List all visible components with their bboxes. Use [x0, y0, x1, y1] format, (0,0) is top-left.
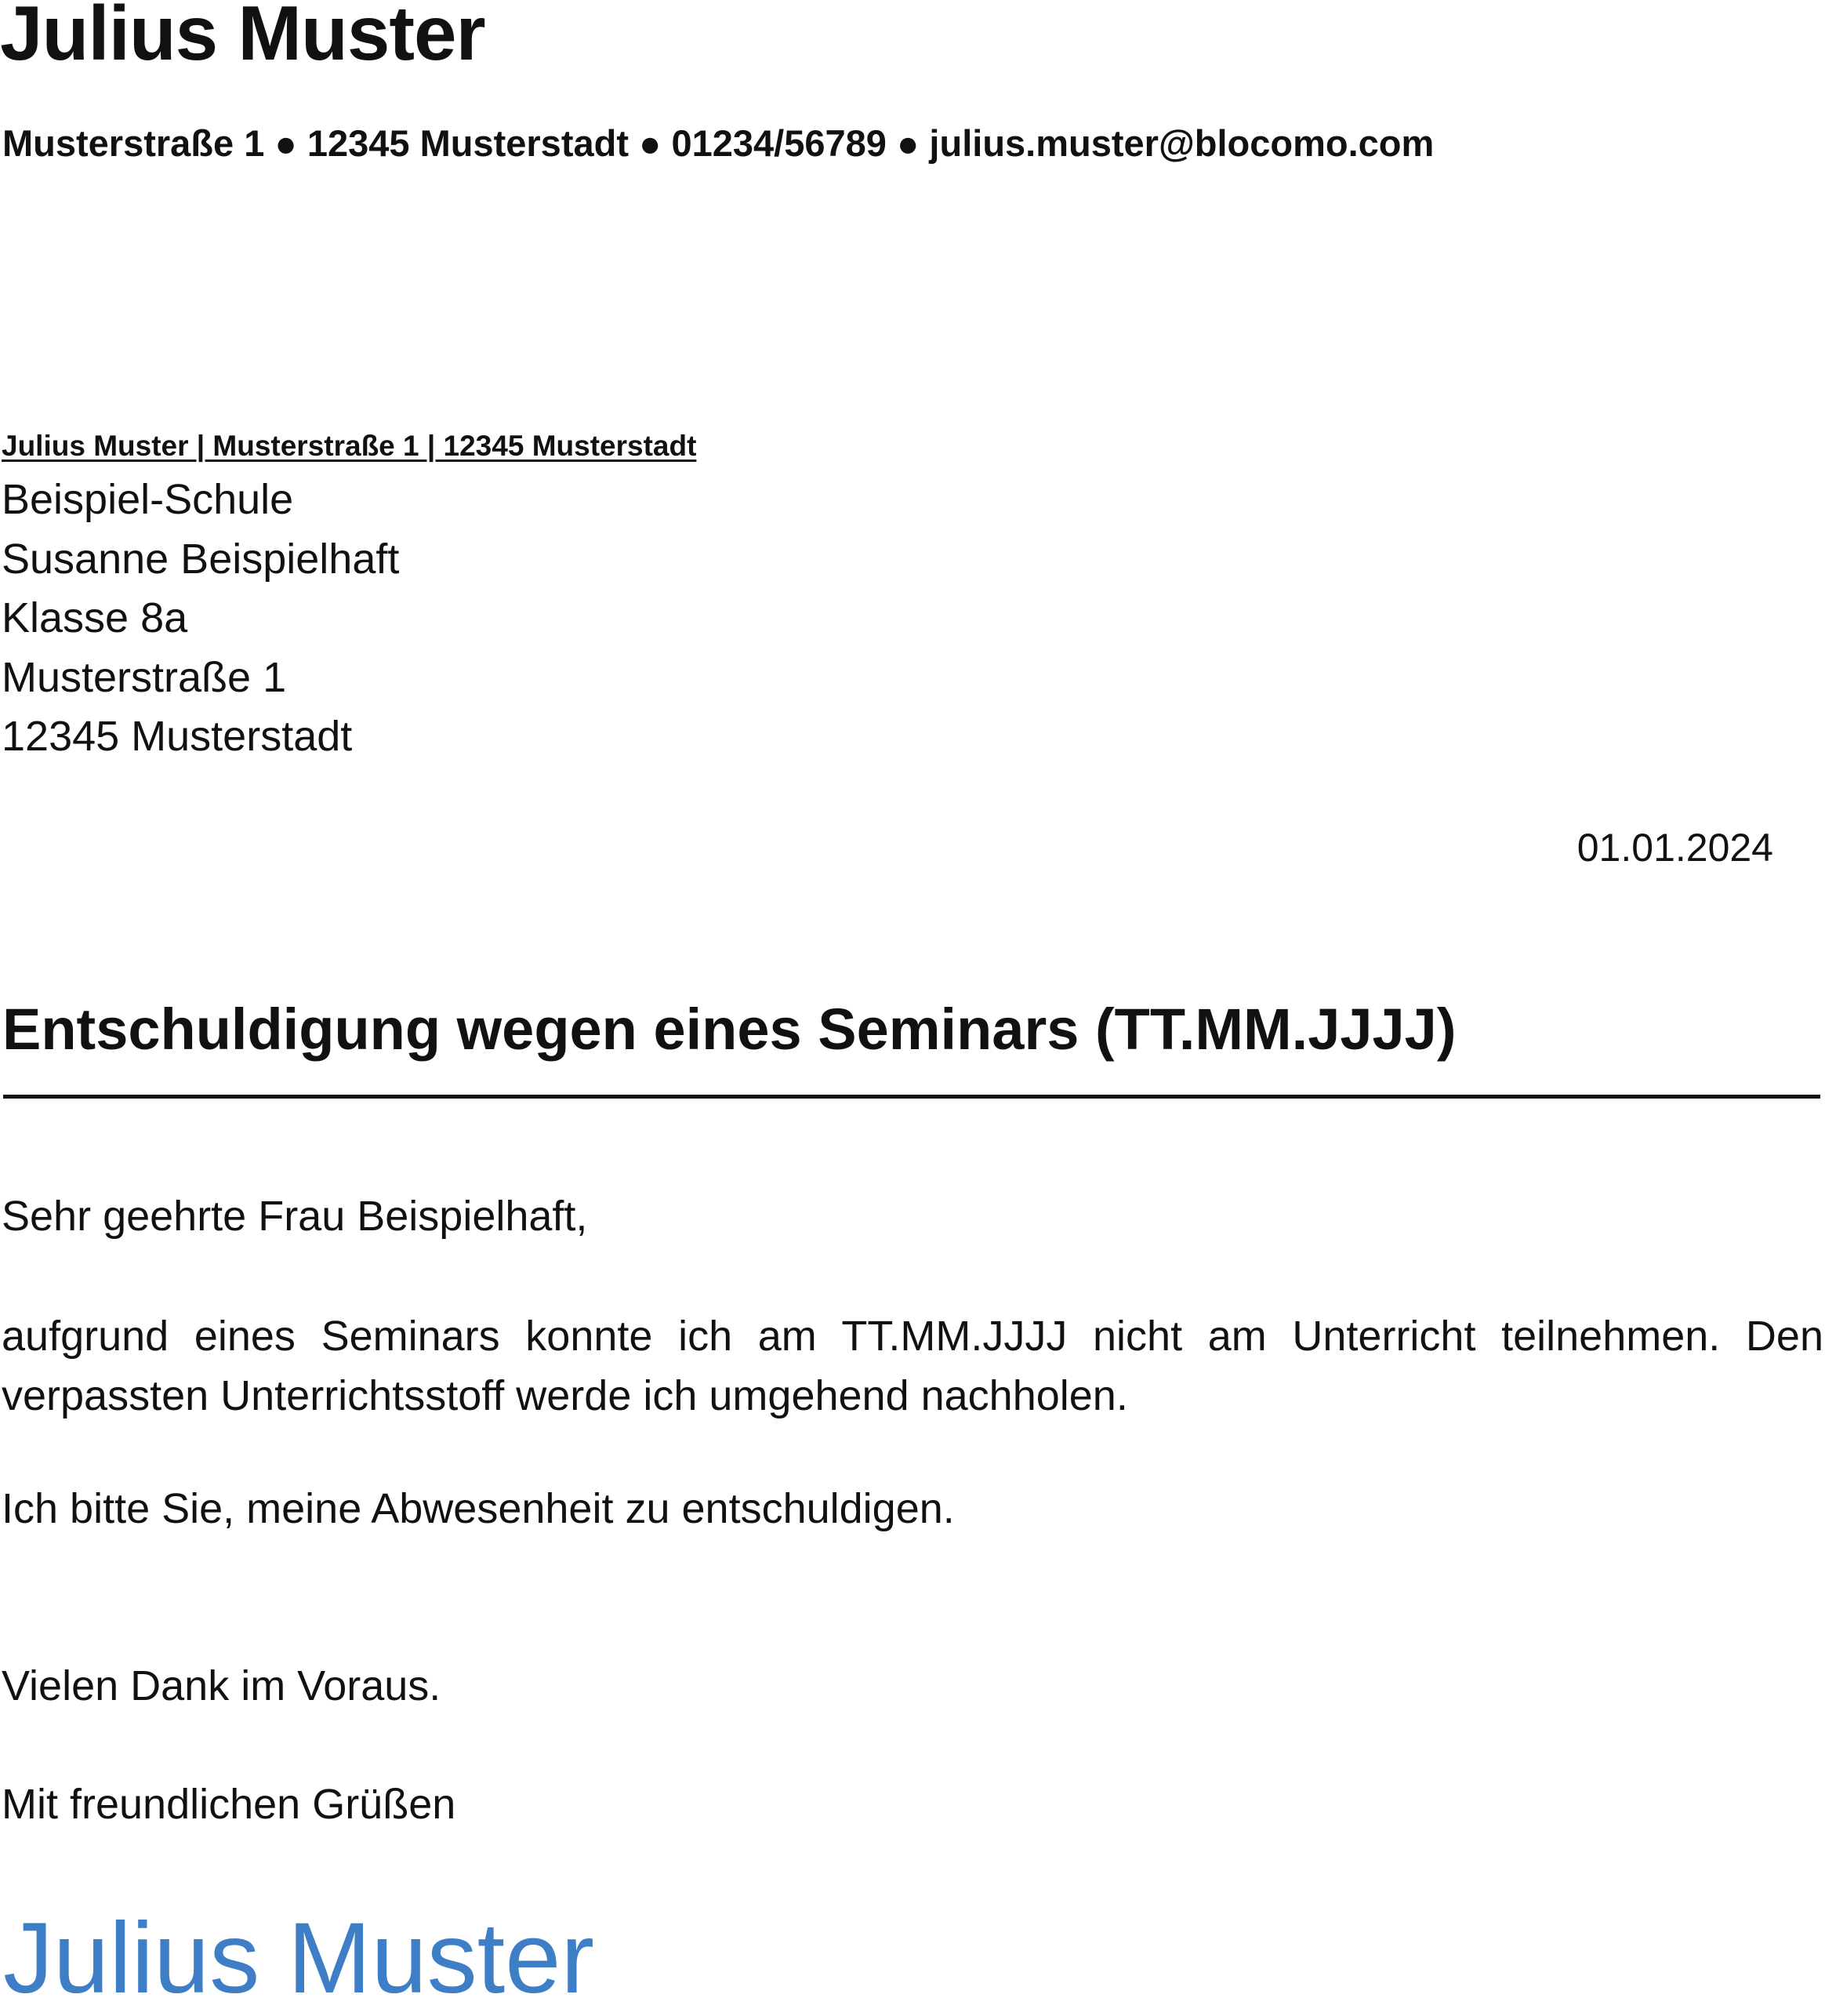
- request-sentence: Ich bitte Sie, meine Abwesenheit zu entschuldigen.: [2, 1485, 955, 1532]
- salutation: Sehr geehrte Frau Beispielhaft,: [2, 1193, 588, 1240]
- letter-date: 01.01.2024: [1576, 826, 1773, 870]
- sender-contact-line: Musterstraße 1 ● 12345 Musterstadt ● 01234/56789 ● julius.muster@blocomo.com: [2, 122, 1435, 164]
- closing-formula: Mit freundlichen Grüßen: [2, 1781, 456, 1828]
- thanks-sentence: Vielen Dank im Voraus.: [2, 1662, 441, 1709]
- recipient-line-street: Musterstraße 1: [2, 653, 287, 701]
- subject-divider: [3, 1095, 1820, 1099]
- sender-name-heading: Julius Muster: [0, 0, 485, 76]
- recipient-address-block: [2, 470, 399, 767]
- signature: Julius Muster: [3, 1902, 594, 2014]
- recipient-line-person: Susanne Beispielhaft: [2, 535, 400, 583]
- body-paragraph: aufgrund eines Seminars konnte ich am TT.MM.JJJJ nicht am Unterricht teilnehmen. Den verpassten Unterrichtsstoff werde ich umgehend nachholen.: [2, 1313, 1823, 1419]
- recipient-line-school: Beispiel-Schule: [2, 476, 294, 523]
- recipient-line-city: 12345 Musterstadt: [2, 713, 353, 760]
- return-address-line: Julius Muster | Musterstraße 1 | 12345 Musterstadt: [2, 430, 697, 462]
- subject-line: Entschuldigung wegen eines Seminars (TT.MM.JJJJ): [2, 997, 1457, 1062]
- recipient-line-class: Klasse 8a: [2, 594, 188, 641]
